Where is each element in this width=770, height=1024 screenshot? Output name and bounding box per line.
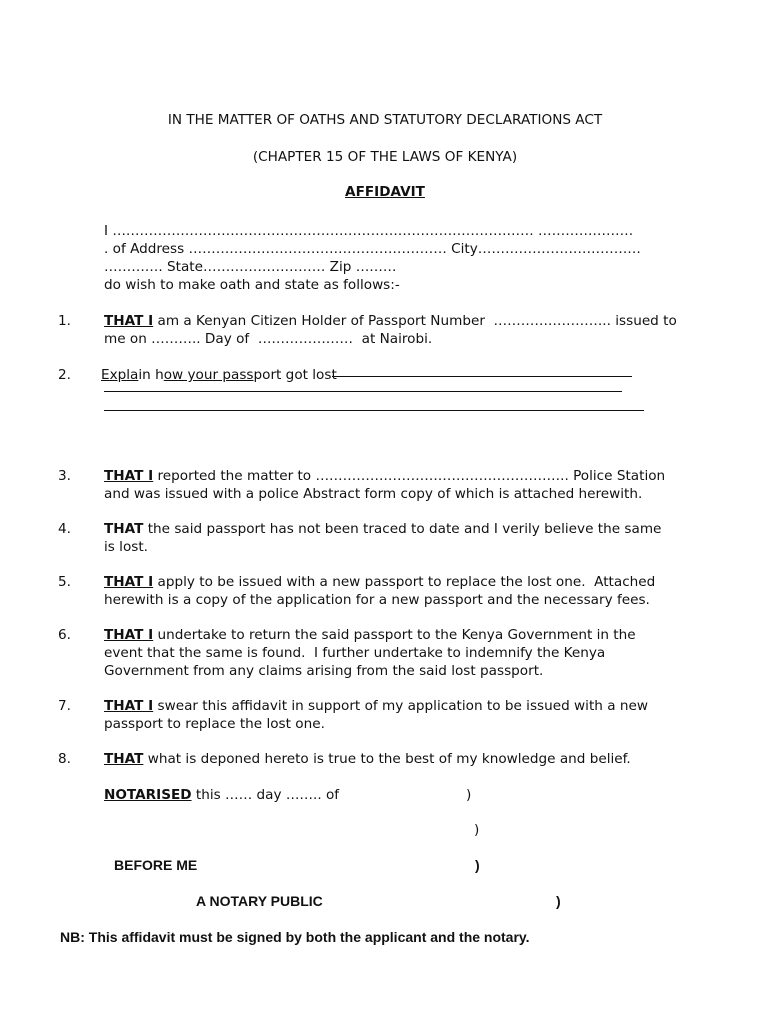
header-act-title: IN THE MATTER OF OATHS AND STATUTORY DECLARATIONS ACT [167, 112, 603, 128]
item-lead: THAT I [104, 627, 154, 643]
notarised-line [104, 786, 339, 804]
item-1-line-1 [104, 312, 677, 330]
item-number: 4. [58, 521, 71, 537]
item-lead: THAT I [104, 698, 154, 714]
item-3-line-2: and was issued with a police Abstract form copy of which is attached herewith. [104, 486, 643, 502]
item-5-line-2: herewith is a copy of the application for a new passport and the necessary fees. [104, 592, 650, 608]
item-text: swear this affidavit in support of my application to be issued with a new [153, 698, 648, 714]
notary-public-label: A NOTARY PUBLIC [196, 893, 323, 909]
item-6-line-1 [104, 626, 636, 644]
intro-name-line[interactable]: I ………………………………………………………………………………… ………………… [104, 223, 634, 239]
item-number: 5. [58, 574, 71, 590]
notarised-label: NOTARISED [104, 787, 192, 803]
bracket: ) [466, 787, 472, 803]
bracket: ) [556, 893, 561, 909]
item-number: 8. [58, 751, 71, 767]
item-text: am a Kenyan Citizen Holder of Passport Number …………………….. issued to [153, 313, 677, 329]
item-2-text-b: in h [138, 367, 164, 383]
affidavit-title: AFFIDAVIT [345, 184, 425, 200]
item-7-line-2: passport to replace the lost one. [104, 716, 325, 732]
item-4-line-1 [104, 520, 661, 538]
item-number: 7. [58, 698, 71, 714]
item-number: 6. [58, 627, 71, 643]
intro-state-line[interactable]: …………. State……………………… Zip ……… [104, 259, 397, 275]
item-1-line-2: me on ……….. Day of ………………… at Nairobi. [104, 331, 433, 347]
item-6-line-2: event that the same is found. I further undertake to indemnify the Kenya [104, 645, 606, 661]
item-lead: THAT I [104, 313, 154, 329]
item-lead: THAT [104, 521, 144, 537]
item-lead: THAT I [104, 468, 154, 484]
lost-reason-line-1[interactable] [332, 376, 632, 377]
item-text: the said passport has not been traced to date and I verily believe the same [143, 521, 662, 537]
item-number: 3. [58, 468, 71, 484]
lost-reason-line-2[interactable] [104, 391, 622, 392]
notarised-text: this …… day …….. of [191, 787, 340, 803]
item-text: what is deponed hereto is true to the best of my knowledge and belief. [143, 751, 631, 767]
nb-note: NB: This affidavit must be signed by both the applicant and the notary. [60, 929, 530, 945]
item-number: 2. [58, 367, 71, 383]
header-chapter: (CHAPTER 15 OF THE LAWS OF KENYA) [252, 149, 518, 165]
bracket: ) [474, 822, 480, 838]
item-5-line-1 [104, 573, 655, 591]
item-text: apply to be issued with a new passport to replace the lost one. Attached [153, 574, 656, 590]
item-8-line-1 [104, 750, 631, 768]
item-2-text-d: port got lost [253, 367, 337, 383]
item-6-line-3: Government from any claims arising from the said lost passport. [104, 663, 544, 679]
item-2-text-a: Expla [101, 367, 139, 383]
item-number: 1. [58, 313, 71, 329]
item-lead: THAT I [104, 574, 154, 590]
item-7-line-1 [104, 697, 648, 715]
intro-address-line[interactable]: . of Address ………………………………………………… City……………………………… [104, 241, 641, 257]
intro-oath-text: do wish to make oath and state as follows:- [104, 277, 400, 293]
bracket: ) [475, 857, 480, 873]
item-text: reported the matter to ……………………………………………….. Police Station [153, 468, 666, 484]
lost-reason-line-3[interactable] [104, 410, 644, 411]
before-me-label: BEFORE ME [114, 857, 198, 873]
item-4-line-2: is lost. [104, 539, 149, 555]
item-2-prompt [101, 366, 337, 384]
item-3-line-1 [104, 467, 665, 485]
item-text: undertake to return the said passport to the Kenya Government in the [153, 627, 636, 643]
item-lead: THAT [104, 751, 144, 767]
item-2-text-c: ow your pass [163, 367, 254, 383]
